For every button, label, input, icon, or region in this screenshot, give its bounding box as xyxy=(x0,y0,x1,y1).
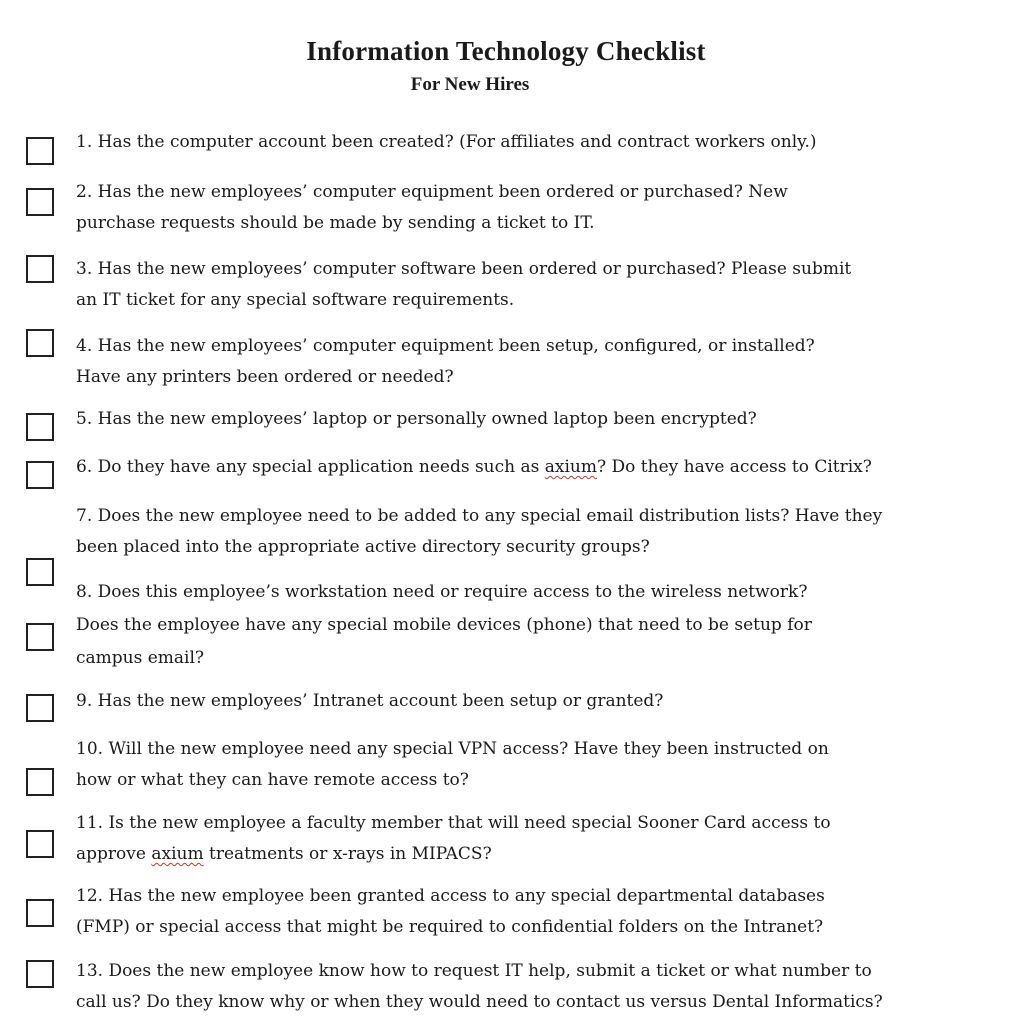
item-text-line: call us? Do they know why or when they would need to contact us versus Dental Informatics? xyxy=(76,992,883,1012)
checkbox-item-1[interactable] xyxy=(26,137,54,165)
checkbox-item-4[interactable] xyxy=(26,329,54,357)
item-text-line: 1. Has the computer account been created? (For affiliates and contract workers only.) xyxy=(76,132,817,152)
checklist-item-7 xyxy=(76,501,1006,563)
item-text-line: 2. Has the new employees’ computer equipment been ordered or purchased? New xyxy=(76,182,788,202)
checkbox-item-9[interactable] xyxy=(26,694,54,722)
item-text-line: 12. Has the new employee been granted access to any special departmental databases xyxy=(76,886,825,906)
item-text-line xyxy=(76,839,1006,870)
item-text-line: 5. Has the new employees’ laptop or personally owned laptop been encrypted? xyxy=(76,409,757,429)
checklist-item-3 xyxy=(76,254,1006,316)
checklist-item-5 xyxy=(76,404,1006,435)
item-text-line: 4. Has the new employees’ computer equipment been setup, configured, or installed? xyxy=(76,336,815,356)
item-text-part: approve xyxy=(76,844,152,864)
checklist-item-2 xyxy=(76,177,1006,239)
checkbox-item-8[interactable] xyxy=(26,623,54,651)
checkbox-item-13[interactable] xyxy=(26,960,54,988)
misspelled-word: axium xyxy=(544,457,597,477)
checkbox-item-7[interactable] xyxy=(26,558,54,586)
checklist-item-12 xyxy=(76,881,1006,943)
item-text-line: 13. Does the new employee know how to request IT help, submit a ticket or what number to xyxy=(76,961,872,981)
item-text-line xyxy=(76,452,1006,483)
misspelled-word: axium xyxy=(151,844,204,864)
item-text-line: campus email? xyxy=(76,648,205,668)
checklist-item-11 xyxy=(76,808,1006,870)
checklist-item-9 xyxy=(76,686,1006,717)
checklist-item-6 xyxy=(76,452,1006,483)
item-text-line: 7. Does the new employee need to be added to any special email distribution lists? Have they xyxy=(76,506,883,526)
checkbox-item-12[interactable] xyxy=(26,899,54,927)
item-text-part: treatments or x-rays in MIPACS? xyxy=(203,844,492,864)
document-subtitle: For New Hires xyxy=(410,74,530,95)
checklist-item-13 xyxy=(76,956,1006,1018)
checkbox-item-5[interactable] xyxy=(26,413,54,441)
checkbox-item-3[interactable] xyxy=(26,255,54,283)
item-text-line: been placed into the appropriate active directory security groups? xyxy=(76,537,650,557)
item-text-line: 9. Has the new employees’ Intranet account been setup or granted? xyxy=(76,691,664,711)
item-text-line: an IT ticket for any special software requirements. xyxy=(76,290,515,310)
item-text-line: 10. Will the new employee need any special VPN access? Have they been instructed on xyxy=(76,739,829,759)
checklist-item-10 xyxy=(76,734,1006,796)
item-text-line: (FMP) or special access that might be required to confidential folders on the Intranet? xyxy=(76,917,824,937)
checkbox-item-11[interactable] xyxy=(26,830,54,858)
checklist-item-4 xyxy=(76,331,1006,393)
item-text-line: Does the employee have any special mobile devices (phone) that need to be setup for xyxy=(76,615,812,635)
item-text-line: Have any printers been ordered or needed? xyxy=(76,367,454,387)
item-text-line: 8. Does this employee’s workstation need or require access to the wireless network? xyxy=(76,582,808,602)
item-text-line: purchase requests should be made by sending a ticket to IT. xyxy=(76,213,595,233)
checkbox-item-2[interactable] xyxy=(26,188,54,216)
checklist-item-8 xyxy=(76,576,1006,675)
document-title: Information Technology Checklist xyxy=(306,36,706,66)
item-text-line: how or what they can have remote access to? xyxy=(76,770,469,790)
checkbox-item-6[interactable] xyxy=(26,461,54,489)
item-text-line: 3. Has the new employees’ computer software been ordered or purchased? Please submit xyxy=(76,259,852,279)
item-text-part: ? Do they have access to Citrix? xyxy=(597,457,872,477)
item-text-part: 6. Do they have any special application needs such as xyxy=(76,457,545,477)
item-text-line: 11. Is the new employee a faculty member that will need special Sooner Card access to xyxy=(76,813,831,833)
checkbox-item-10[interactable] xyxy=(26,768,54,796)
checklist-item-1 xyxy=(76,127,1006,158)
